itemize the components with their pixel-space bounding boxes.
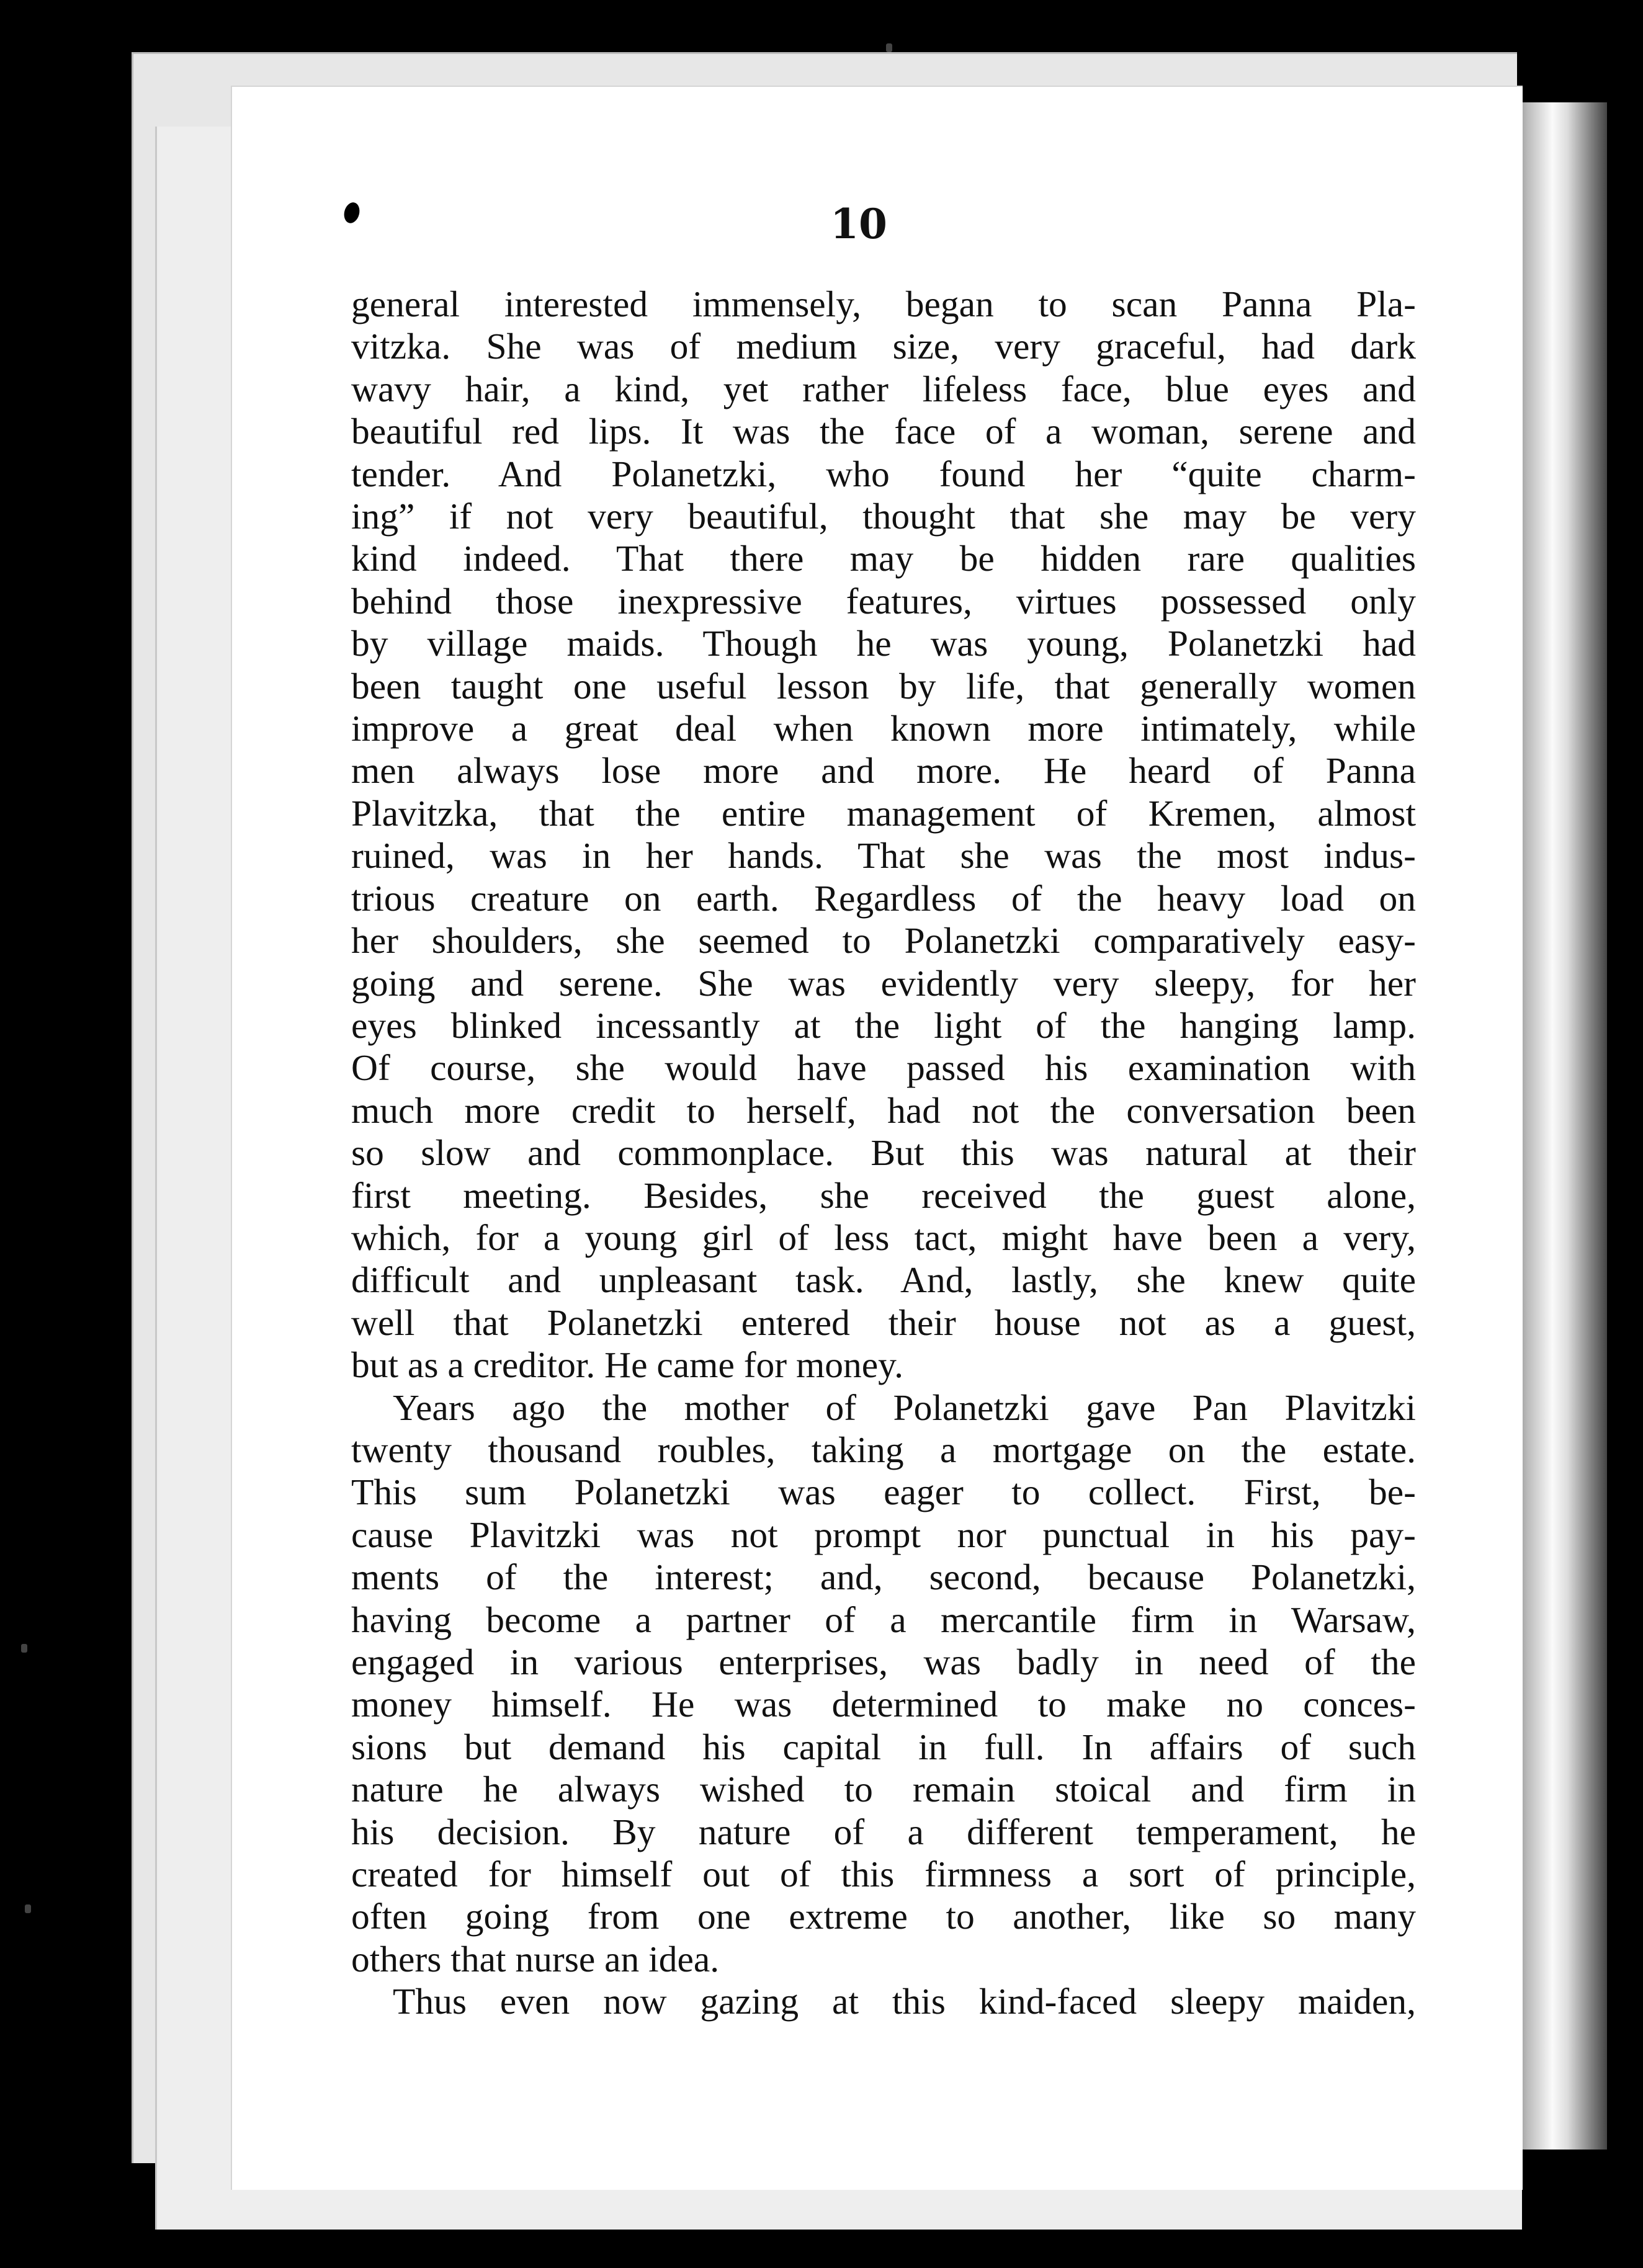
book-spine-shadow [1508, 102, 1607, 2150]
text-line: Thus even now gazing at this kind-faced sleepy maiden, [393, 1981, 1416, 2022]
text-line: his decision. By nature of a different temperament, he [351, 1811, 1416, 1852]
text-line: but as a creditor. He came for money. [351, 1344, 903, 1386]
text-line: Years ago the mother of Polanetzki gave Pan Plavitzki [393, 1386, 1416, 1428]
text-line: been taught one useful lesson by life, that generally women [351, 665, 1416, 707]
text-line: often going from one extreme to another, like so many [351, 1896, 1416, 1937]
text-line: by village maids. Though he was young, Polanetzki had [351, 623, 1416, 664]
body-text [351, 283, 1416, 2023]
margin-mark [886, 43, 892, 52]
text-line: Plavitzka, that the entire management of Kremen, almost [351, 792, 1416, 834]
text-line: her shoulders, she seemed to Polanetzki comparatively easy- [351, 920, 1416, 962]
margin-mark [21, 1644, 27, 1653]
text-line: money himself. He was determined to make no conces- [351, 1684, 1416, 1725]
text-line: tender. And Polanetzki, who found her “quite charm- [351, 453, 1416, 494]
text-line: kind indeed. That there may be hidden rare qualities [351, 538, 1416, 579]
text-line: much more credit to herself, had not the conversation been [351, 1089, 1416, 1131]
margin-mark [25, 1904, 31, 1913]
text-line: beautiful red lips. It was the face of a woman, serene and [351, 411, 1416, 452]
page-number: 10 [830, 200, 887, 248]
text-line: ing” if not very beautiful, thought that she may be very [351, 496, 1416, 537]
text-line: twenty thousand roubles, taking a mortgage on the estate. [351, 1429, 1416, 1470]
text-line: sions but demand his capital in full. In affairs of such [351, 1726, 1416, 1767]
text-line: difficult and unpleasant task. And, lastly, she knew quite [351, 1259, 1416, 1301]
text-line: others that nurse an idea. [351, 1938, 720, 1980]
text-line: going and serene. She was evidently very sleepy, for her [351, 962, 1416, 1004]
text-line: ruined, was in her hands. That she was the most indus- [351, 835, 1416, 877]
text-line: engaged in various enterprises, was badly in need of the [351, 1641, 1416, 1682]
text-line: behind those inexpressive features, virtues possessed only [351, 580, 1416, 622]
text-line: improve a great deal when known more intimately, while [351, 708, 1416, 749]
text-line: having become a partner of a mercantile firm in Warsaw, [351, 1599, 1416, 1640]
text-line: eyes blinked incessantly at the light of the hanging lamp. [351, 1004, 1416, 1046]
text-line: nature he always wished to remain stoical and firm in [351, 1769, 1416, 1810]
text-line: well that Polanetzki entered their house not as a guest, [351, 1301, 1416, 1343]
text-line: cause Plavitzki was not prompt nor punctual in his pay- [351, 1514, 1416, 1555]
text-line: so slow and commonplace. But this was natural at their [351, 1132, 1416, 1174]
text-line: general interested immensely, began to scan Panna Pla- [351, 284, 1416, 324]
text-line: vitzka. She was of medium size, very graceful, had dark [351, 326, 1416, 367]
text-line: ments of the interest; and, second, because Polanetzki, [351, 1556, 1416, 1598]
text-line: trious creature on earth. Regardless of the heavy load on [351, 877, 1416, 919]
text-line: wavy hair, a kind, yet rather lifeless face, blue eyes and [351, 368, 1416, 409]
text-line: Of course, she would have passed his examination with [351, 1047, 1416, 1089]
text-line: This sum Polanetzki was eager to collect. First, be- [351, 1471, 1416, 1513]
text-line: which, for a young girl of less tact, might have been a very, [351, 1217, 1416, 1258]
text-line: men always lose more and more. He heard of Panna [351, 750, 1416, 792]
text-line: created for himself out of this firmness a sort of principle, [351, 1854, 1416, 1895]
text-line: first meeting. Besides, she received the guest alone, [351, 1174, 1416, 1216]
